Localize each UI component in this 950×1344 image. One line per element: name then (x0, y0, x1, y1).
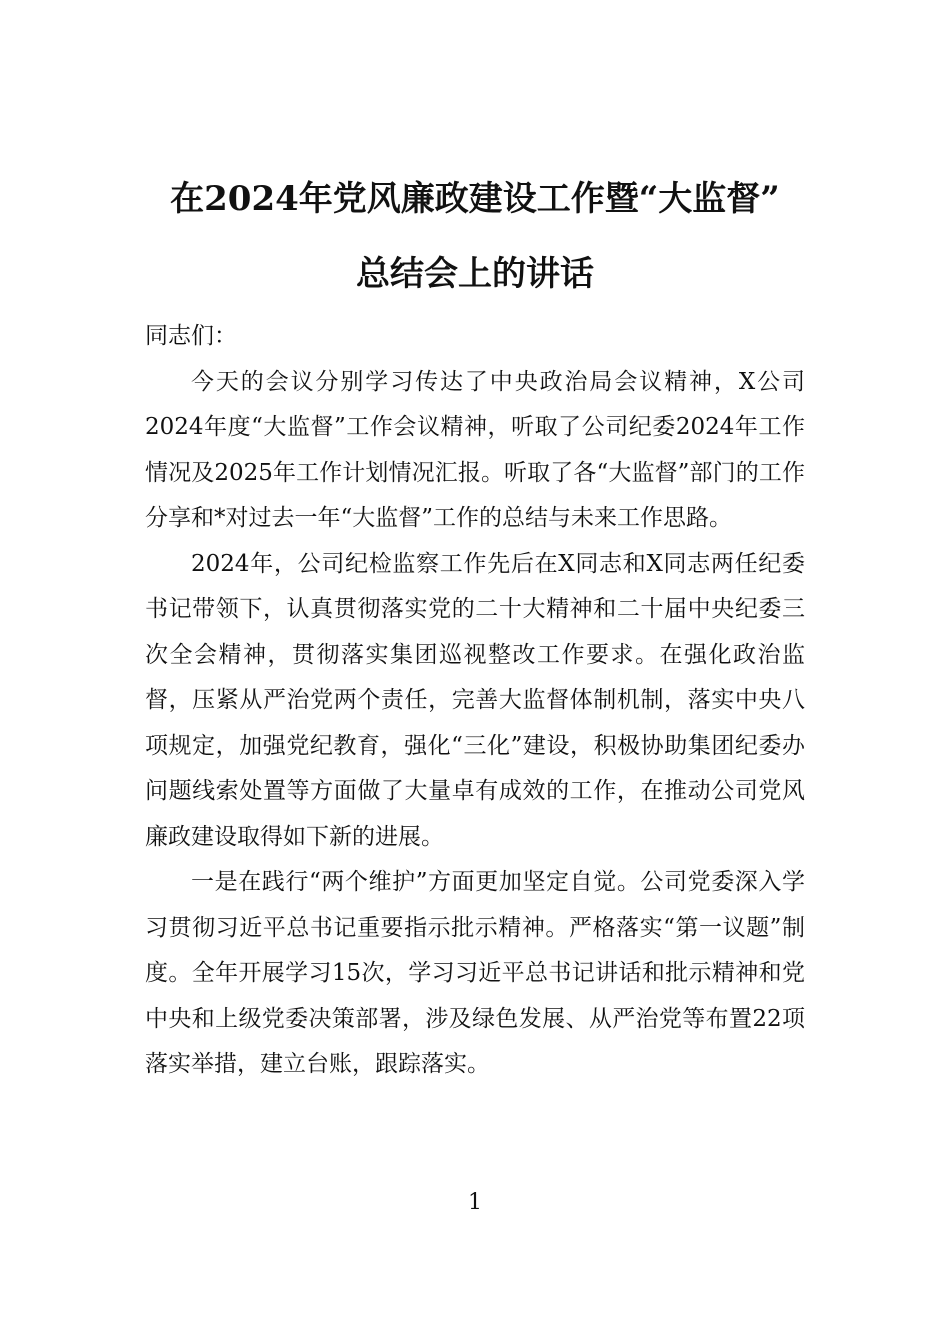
document-body (145, 314, 805, 1088)
page-number: 1 (468, 1190, 482, 1215)
document-title-line-2: 总结会上的讲话 (356, 254, 594, 294)
paragraph-2: 2024年，公司纪检监察工作先后在X同志和X同志两任纪委书记带领下，认真贯彻落实党的二十大精神和二十届中央纪委三次全会精神，贯彻落实集团巡视整改工作要求。在强化政治监督，压紧从严治党两个责任，完善大监督体制机制，落实中央八项规定，加强党纪教育，强化“三化”建设，积极协助集团纪委办问题线索处置等方面做了大量卓有成效的工作，在推动公司党风廉政建设取得如下新的进展。 (145, 550, 805, 850)
paragraph-3: 一是在践行“两个维护”方面更加坚定自觉。公司党委深入学习贯彻习近平总书记重要指示批示精神。严格落实“第一议题”制度。全年开展学习15次，学习习近平总书记讲话和批示精神和党中央和上级党委决策部署，涉及绿色发展、从严治党等布置22项落实举措，建立台账，跟踪落实。 (145, 869, 805, 1077)
paragraph-1: 今天的会议分别学习传达了中央政治局会议精神，X公司2024年度“大监督”工作会议精神，听取了公司纪委2024年工作情况及2025年工作计划情况汇报。听取了各“大监督”部门的工作分享和*对过去一年“大监督”工作的总结与未来工作思路。 (145, 368, 805, 531)
document-title-line-1: 在2024年党风廉政建设工作暨“大监督” (170, 179, 780, 219)
salutation: 同志们： (145, 323, 237, 349)
